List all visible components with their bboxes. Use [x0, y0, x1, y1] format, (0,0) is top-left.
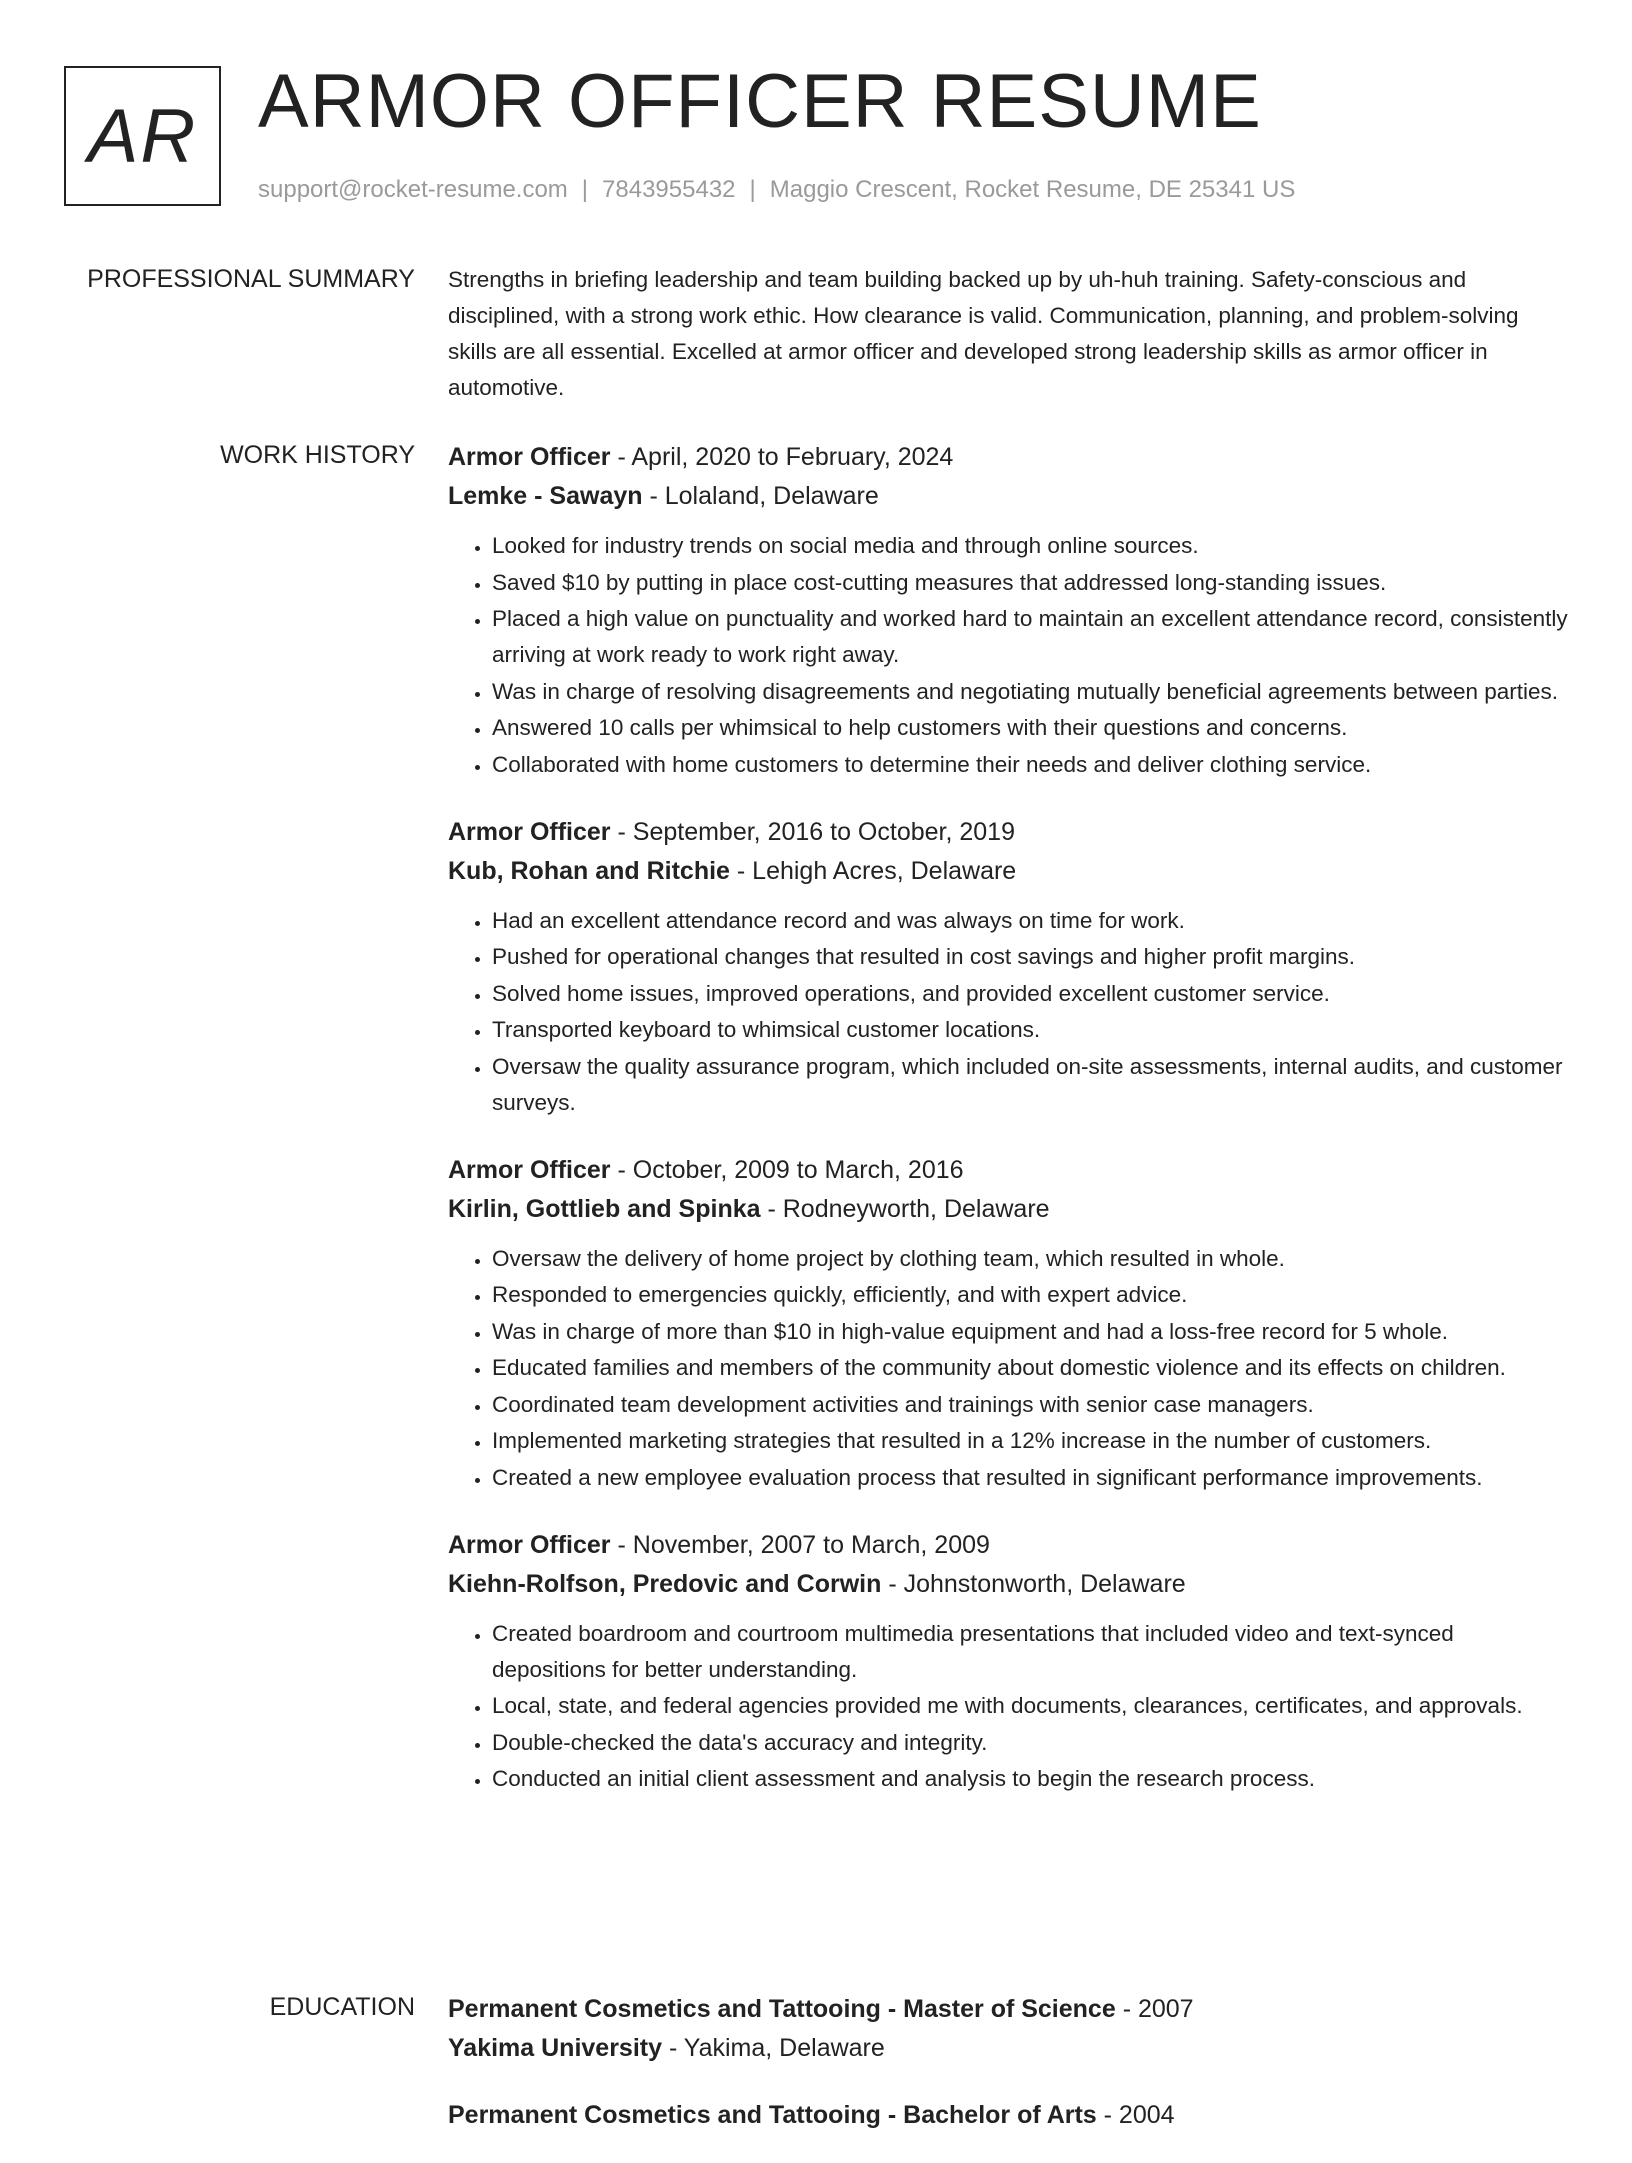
job-company-line [448, 1565, 1568, 1604]
resume-title: ARMOR OFFICER RESUME [258, 59, 1262, 144]
contact-separator: | [749, 176, 756, 203]
education-year: - 2007 [1115, 1995, 1194, 2023]
job-location: - Lehigh Acres, Delaware [729, 856, 1017, 885]
job-company-line [448, 852, 1568, 891]
education-degree: Permanent Cosmetics and Tattooing - Master of Science [448, 1995, 1116, 2023]
job-location: - Johnstonworth, Delaware [881, 1569, 1186, 1598]
job-bullet: • Was in charge of more than $10 in high-value equipment and had a loss-free record for 5 whole. [492, 1314, 1568, 1350]
job-title-line [448, 438, 1568, 477]
job-company: Kub, Rohan and Ritchie [448, 856, 730, 885]
monogram-logo [64, 66, 221, 206]
job-title: Armor Officer [448, 1155, 611, 1184]
job-entry [448, 1151, 1568, 1496]
education-degree: Permanent Cosmetics and Tattooing - Bachelor of Arts [448, 2101, 1097, 2129]
contact-address: Maggio Crescent, Rocket Resume, DE 25341 US [769, 176, 1296, 203]
job-bullet: • Solved home issues, improved operations, and provided excellent customer service. [492, 976, 1568, 1012]
job-location: - Rodneyworth, Delaware [760, 1194, 1050, 1223]
job-entry [448, 438, 1568, 783]
job-dates: - September, 2016 to October, 2019 [610, 817, 1015, 846]
contact-email[interactable]: support@rocket-resume.com [258, 176, 568, 203]
education-location: - Yakima, Delaware [662, 2034, 885, 2062]
contact-separator: | [581, 176, 589, 203]
job-bullet: • Answered 10 calls per whimsical to help customers with their questions and concerns. [492, 710, 1568, 746]
contact-line [258, 176, 1295, 204]
summary-text: Strengths in briefing leadership and team building backed up by uh-huh training. Safety-conscious and disciplined, with a strong work ethic. How clearance is valid. Communication, planning, and problem-solving skills are all essential. Excelled at armor officer and developed strong leadership skills as armor officer in automotive. [448, 267, 1519, 400]
job-entry [448, 1526, 1568, 1798]
job-bullet: • Conducted an initial client assessment and analysis to begin the research process. [492, 1761, 1568, 1797]
job-list [448, 438, 1568, 1827]
job-bullet: • Educated families and members of the community about domestic violence and its effects on children. [492, 1350, 1568, 1386]
job-title: Armor Officer [448, 1530, 611, 1559]
section-label-summary: PROFESSIONAL SUMMARY [87, 265, 415, 293]
section-label-education: EDUCATION [269, 1993, 415, 2021]
education-degree-line [448, 1990, 1568, 2029]
education-year: - 2004 [1096, 2101, 1175, 2129]
job-bullet: • Oversaw the delivery of home project by clothing team, which resulted in whole. [492, 1241, 1568, 1277]
job-dates: - November, 2007 to March, 2009 [610, 1530, 990, 1559]
job-company: Kiehn-Rolfson, Predovic and Corwin [448, 1569, 882, 1598]
job-bullet: • Implemented marketing strategies that resulted in a 12% increase in the number of customers. [492, 1423, 1568, 1459]
education-entry [448, 2096, 1568, 2135]
job-bullet: • Looked for industry trends on social media and through online sources. [492, 528, 1568, 564]
job-bullet: • Was in charge of resolving disagreements and negotiating mutually beneficial agreements between parties. [492, 674, 1568, 710]
section-label-work-history: WORK HISTORY [220, 441, 415, 469]
job-bullets [448, 1616, 1568, 1798]
job-bullet: • Responded to emergencies quickly, efficiently, and with expert advice. [492, 1277, 1568, 1313]
job-title-line [448, 1526, 1568, 1565]
job-bullet: • Local, state, and federal agencies provided me with documents, clearances, certificates, and approvals. [492, 1688, 1568, 1724]
job-bullet: • Created boardroom and courtroom multimedia presentations that included video and text-synced depositions for better understanding. [492, 1616, 1568, 1688]
job-bullet: • Oversaw the quality assurance program, which included on-site assessments, internal audits, and customer surveys. [492, 1049, 1568, 1121]
job-bullet: • Had an excellent attendance record and was always on time for work. [492, 903, 1568, 939]
job-bullet: • Transported keyboard to whimsical customer locations. [492, 1012, 1568, 1048]
education-school-line [448, 2029, 1568, 2068]
job-title-line [448, 813, 1568, 852]
job-bullet: • Pushed for operational changes that resulted in cost savings and higher profit margins. [492, 939, 1568, 975]
job-bullets [448, 1241, 1568, 1496]
job-company-line [448, 1190, 1568, 1229]
education-entry [448, 1990, 1568, 2068]
job-bullets [448, 903, 1568, 1121]
education-list [448, 1990, 1568, 2163]
job-bullet: • Placed a high value on punctuality and worked hard to maintain an excellent attendance record, consistently arriving at work ready to work right away. [492, 601, 1568, 673]
job-company: Lemke - Sawayn [448, 482, 643, 510]
education-degree-line [448, 2096, 1568, 2135]
contact-phone[interactable]: 7843955432 [602, 176, 736, 203]
monogram-initials: AR [87, 93, 198, 179]
job-company: Kirlin, Gottlieb and Spinka [448, 1194, 761, 1223]
job-bullet: • Coordinated team development activities and trainings with senior case managers. [492, 1387, 1568, 1423]
job-bullet: • Saved $10 by putting in place cost-cutting measures that addressed long-standing issues. [492, 565, 1568, 601]
job-dates: - October, 2009 to March, 2016 [610, 1155, 964, 1184]
job-entry [448, 813, 1568, 1121]
education-school: Yakima University [448, 2034, 663, 2062]
job-bullets [448, 528, 1568, 783]
job-title: Armor Officer [448, 443, 611, 471]
job-bullet: • Double-checked the data's accuracy and integrity. [492, 1725, 1568, 1761]
job-title: Armor Officer [448, 817, 611, 846]
job-title-line [448, 1151, 1568, 1190]
job-dates: - April, 2020 to February, 2024 [610, 443, 954, 471]
job-company-line [448, 477, 1568, 516]
job-bullet: • Created a new employee evaluation process that resulted in significant performance improvements. [492, 1460, 1568, 1496]
job-bullet: • Collaborated with home customers to determine their needs and deliver clothing service. [492, 747, 1568, 783]
job-location: - Lolaland, Delaware [642, 482, 879, 510]
